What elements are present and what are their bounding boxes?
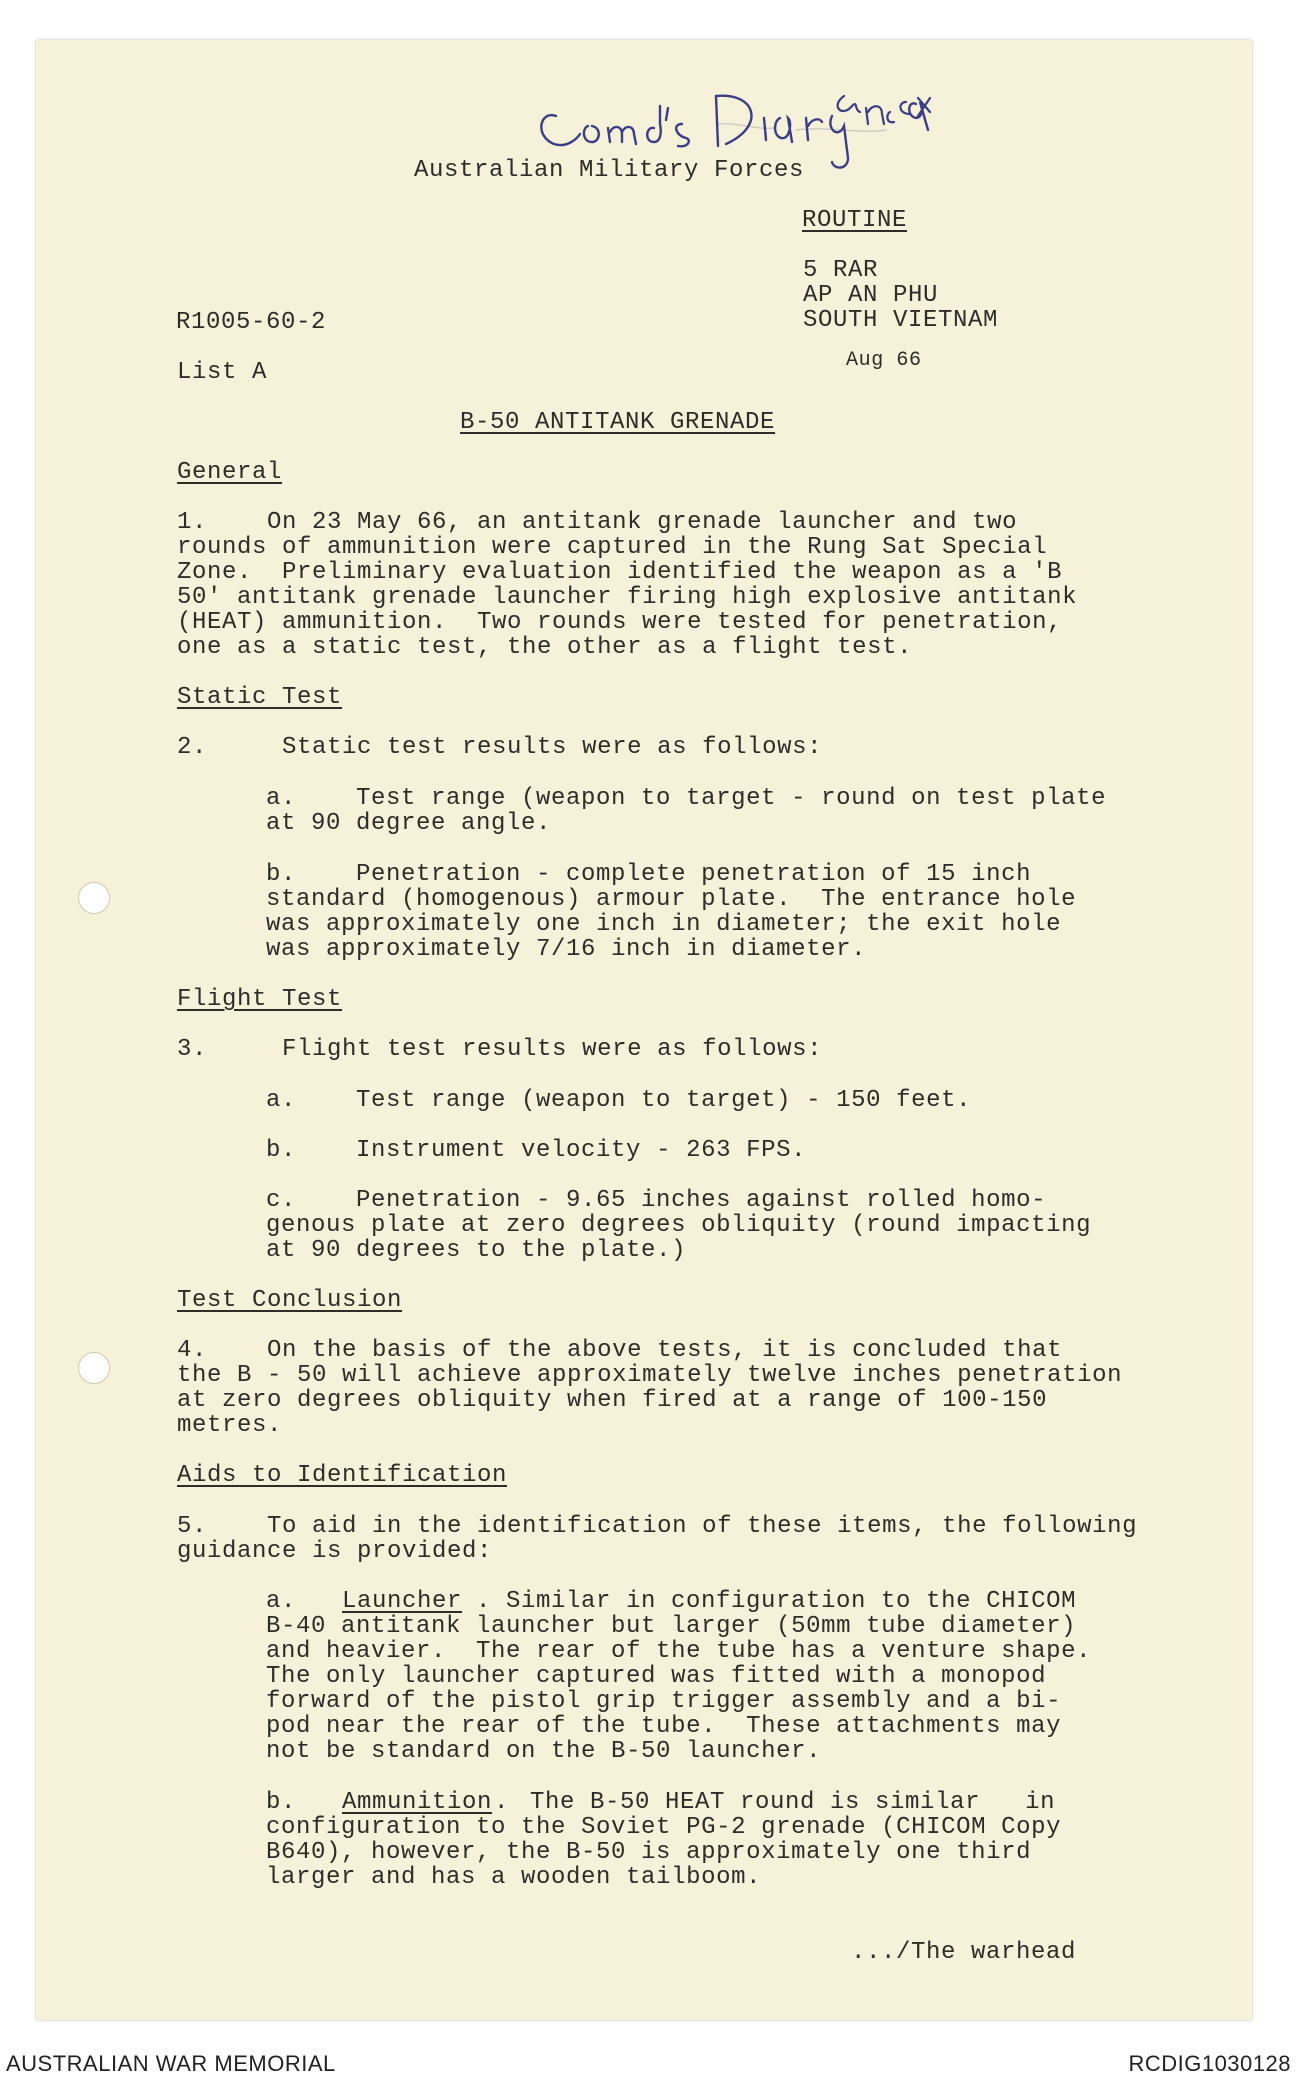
para-3c-line-3: at 90 degrees to the plate.) bbox=[266, 1237, 687, 1264]
unit-line-3: SOUTH VIETNAM bbox=[803, 307, 999, 334]
para-2a-line-2: at 90 degree angle. bbox=[266, 810, 552, 837]
unit-line-2: AP AN PHU bbox=[803, 282, 939, 309]
para-3c-line-2: genous plate at zero degrees obliquity (round impacting bbox=[266, 1212, 1092, 1239]
para-5a-line-7: not be standard on the B-50 launcher. bbox=[266, 1738, 822, 1765]
para-5b-label-period: . bbox=[494, 1789, 510, 1816]
para-5-line-2: guidance is provided: bbox=[177, 1538, 493, 1565]
para-5b-line-3: B640), however, the B-50 is approximately one third bbox=[266, 1839, 1032, 1866]
archive-name: AUSTRALIAN WAR MEMORIAL bbox=[6, 2051, 336, 2076]
date: Aug 66 bbox=[846, 349, 922, 372]
reference-number: R1005-60-2 bbox=[176, 309, 327, 336]
para-5a-line-4: The only launcher captured was fitted with a monopod bbox=[266, 1663, 1047, 1690]
para-5a-line-2: B-40 antitank launcher but larger (50mm tube diameter) bbox=[266, 1613, 1077, 1640]
para-5-line-1: 5. To aid in the identification of these items, the following bbox=[177, 1513, 1138, 1540]
para-1-line-3: Zone. Preliminary evaluation identified the weapon as a 'B bbox=[177, 559, 1063, 586]
archive-id: RCDIG1030128 bbox=[1128, 2051, 1291, 2076]
para-2b-line-1: b. Penetration - complete penetration of 15 inch bbox=[266, 861, 1032, 888]
para-3c-line-1: c. Penetration - 9.65 inches against rolled homo- bbox=[266, 1187, 1047, 1214]
heading-static-test: Static Test bbox=[177, 684, 343, 711]
para-4-line-2: the B - 50 will achieve approximately twelve inches penetration bbox=[177, 1362, 1123, 1389]
heading-test-conclusion: Test Conclusion bbox=[177, 1287, 403, 1314]
para-5a-marker: a. bbox=[266, 1588, 297, 1615]
para-4-line-3: at zero degrees obliquity when fired at a range of 100-150 bbox=[177, 1387, 1048, 1414]
para-2a-line-1: a. Test range (weapon to target - round on test plate bbox=[266, 785, 1107, 812]
para-5b-line-4: larger and has a wooden tailboom. bbox=[266, 1864, 762, 1891]
para-3: 3. Flight test results were as follows: bbox=[177, 1036, 823, 1063]
document-page bbox=[36, 40, 1252, 2020]
para-5b-label: Ammunition bbox=[342, 1789, 493, 1816]
para-4-line-1: 4. On the basis of the above tests, it is concluded that bbox=[177, 1337, 1063, 1364]
heading-general: General bbox=[177, 459, 283, 486]
para-5a-label: Launcher bbox=[342, 1588, 463, 1615]
para-1-line-1: 1. On 23 May 66, an antitank grenade launcher and two bbox=[177, 509, 1018, 536]
para-5a-line-5: forward of the pistol grip trigger assembly and a bi- bbox=[266, 1688, 1062, 1715]
para-3b: b. Instrument velocity - 263 FPS. bbox=[266, 1137, 807, 1164]
para-5b-line-1: The B-50 HEAT round is similar in bbox=[530, 1789, 1056, 1816]
para-1-line-5: (HEAT) ammunition. Two rounds were tested for penetration, bbox=[177, 609, 1063, 636]
unit-line-1: 5 RAR bbox=[803, 257, 879, 284]
heading-flight-test: Flight Test bbox=[177, 986, 343, 1013]
para-4-line-4: metres. bbox=[177, 1412, 283, 1439]
para-2b-line-2: standard (homogenous) armour plate. The entrance hole bbox=[266, 886, 1077, 913]
classification: ROUTINE bbox=[802, 207, 908, 234]
org-name: Australian Military Forces bbox=[414, 157, 805, 184]
list-label: List A bbox=[177, 359, 268, 386]
para-1-line-4: 50' antitank grenade launcher firing high explosive antitank bbox=[177, 584, 1078, 611]
para-2b-line-4: was approximately 7/16 inch in diameter. bbox=[266, 936, 867, 963]
document-title: B-50 ANTITANK GRENADE bbox=[460, 409, 776, 436]
para-1-line-2: rounds of ammunition were captured in the Rung Sat Special bbox=[177, 534, 1048, 561]
para-2b-line-3: was approximately one inch in diameter; the exit hole bbox=[266, 911, 1062, 938]
para-5a-label-period: . bbox=[476, 1588, 492, 1615]
para-5a-line-3: and heavier. The rear of the tube has a venture shape. bbox=[266, 1638, 1092, 1665]
para-5a-line-1: Similar in configuration to the CHICOM bbox=[506, 1588, 1077, 1615]
para-1-line-6: one as a static test, the other as a flight test. bbox=[177, 634, 913, 661]
punch-hole-bottom bbox=[78, 1352, 110, 1384]
para-5b-line-2: configuration to the Soviet PG-2 grenade (CHICOM Copy bbox=[266, 1814, 1062, 1841]
punch-hole-top bbox=[78, 882, 110, 914]
continuation-marker: .../The warhead bbox=[851, 1939, 1077, 1966]
para-3a: a. Test range (weapon to target) - 150 feet. bbox=[266, 1087, 972, 1114]
para-5b-marker: b. bbox=[266, 1789, 297, 1816]
para-2: 2. Static test results were as follows: bbox=[177, 734, 823, 761]
heading-aids-to-identification: Aids to Identification bbox=[177, 1462, 508, 1489]
para-5a-line-6: pod near the rear of the tube. These attachments may bbox=[266, 1713, 1062, 1740]
